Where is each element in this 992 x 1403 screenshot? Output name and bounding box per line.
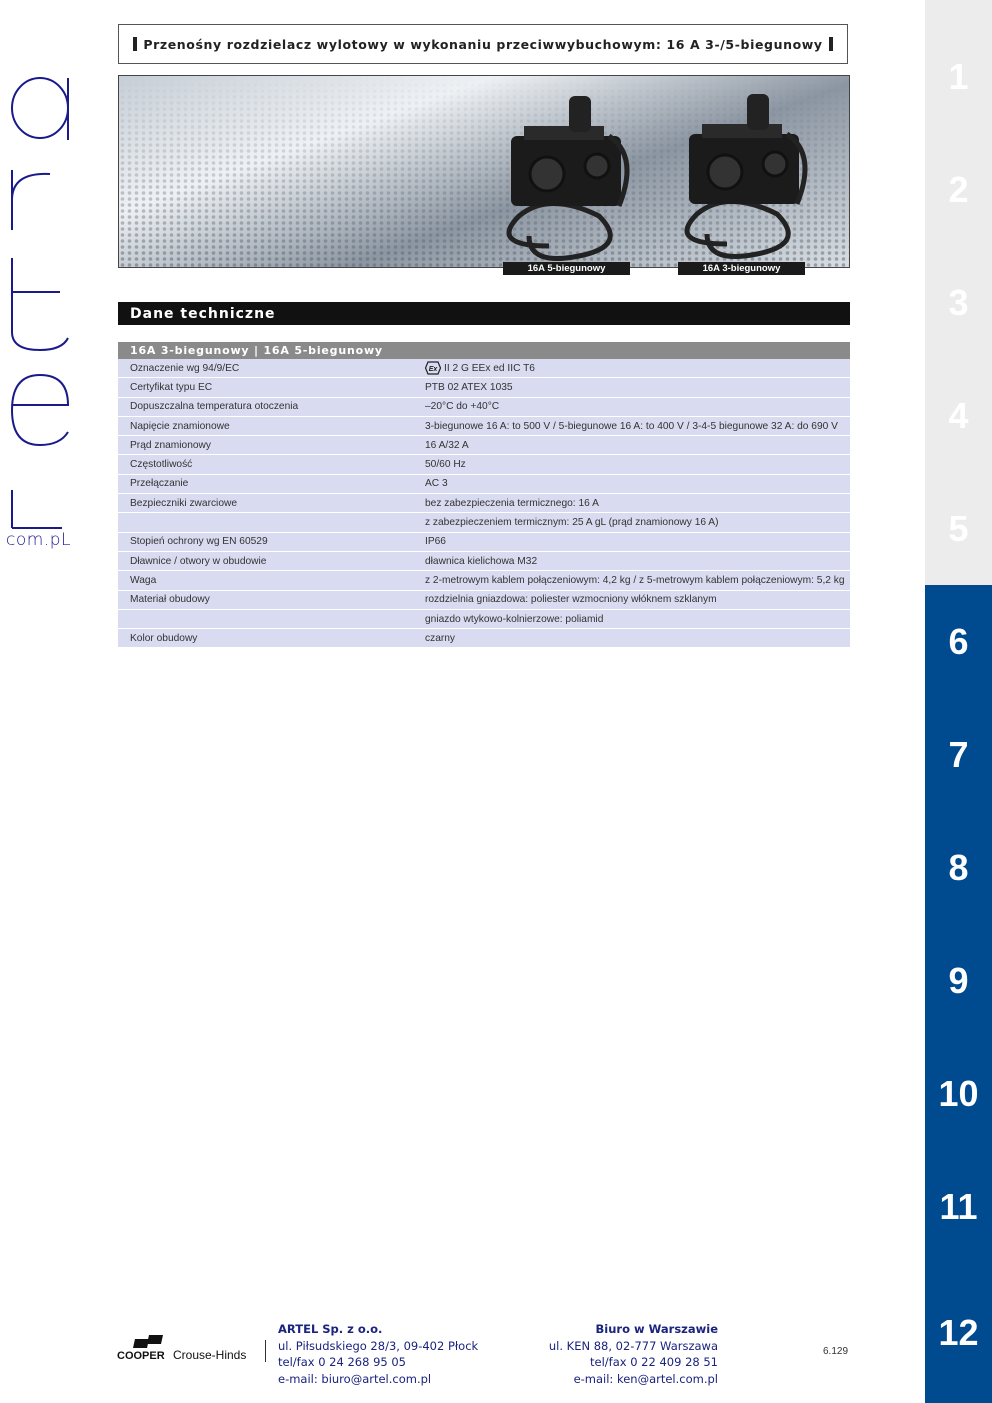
table-row: Napięcie znamionowe 3-biegunowe 16 A: to 500 V / 5-biegunowe 16 A: to 400 V / 3-4-5 biegunowe 32 A: do 690 V (118, 417, 850, 436)
caption-5-pole: 16A 5-biegunowy (503, 262, 630, 275)
banner-illustration (119, 76, 850, 268)
tab-6[interactable]: 6 (925, 585, 992, 698)
table-row: z zabezpieczeniem termicznym: 25 A gL (prąd znamionowy 16 A) (118, 513, 850, 532)
ex-mark-icon (425, 361, 441, 375)
table-row: Częstotliwość 50/60 Hz (118, 455, 850, 474)
table-row: Materiał obudowy rozdzielnia gniazdowa: poliester wzmocniony włóknem szklanym (118, 591, 850, 610)
page-title: Przenośny rozdzielacz wylotowy w wykonaniu przeciwwybuchowym: 16 A 3-/5-biegunowy (143, 36, 823, 52)
table-row: Dopuszczalna temperatura otoczenia –20°C do +40°C (118, 398, 850, 417)
tab-3[interactable]: 3 (925, 246, 992, 359)
tab-8[interactable]: 8 (925, 811, 992, 924)
table-row: Certyfikat typu EC PTB 02 ATEX 1035 (118, 378, 850, 397)
tab-strip-top (925, 0, 992, 20)
tab-7[interactable]: 7 (925, 698, 992, 811)
svg-text:Ex: Ex (428, 366, 438, 374)
tab-4[interactable]: 4 (925, 359, 992, 472)
table-row: Dławnice / otwory w obudowie dławnica kielichowa M32 (118, 552, 850, 571)
office-plock: ARTEL Sp. z o.o. ul. Piłsudskiego 28/3, 09-402 Płock tel/fax 0 24 268 95 05 e-mail: biuro@artel.com.pl (278, 1322, 479, 1386)
table-row: Waga z 2-metrowym kablem połączeniowym: 4,2 kg / z 5-metrowym kablem połączeniowym: 5,2 kg (118, 571, 850, 590)
tab-9[interactable]: 9 (925, 924, 992, 1037)
tab-12[interactable]: 12 (925, 1263, 992, 1403)
header-bar-right (829, 37, 833, 51)
caption-3-pole: 16A 3-biegunowy (678, 262, 805, 275)
svg-text:COOPER: COOPER (117, 1350, 165, 1362)
page-number: 6.129 (823, 1346, 849, 1357)
table-header: 16A 3-biegunowy | 16A 5-biegunowy (118, 342, 850, 359)
table-row: Prąd znamionowy 16 A/32 A (118, 436, 850, 455)
office-warszawa: Biuro w Warszawie ul. KEN 88, 02-777 Warszawa tel/fax 0 22 409 28 51 e-mail: ken@artel.com.pl (480, 1321, 718, 1387)
tab-5[interactable]: 5 (925, 472, 992, 585)
tab-10[interactable]: 10 (925, 1037, 992, 1150)
tab-1[interactable]: 1 (925, 20, 992, 133)
table-row: Przełączanie AC 3 (118, 475, 850, 494)
artel-logo (0, 60, 80, 530)
table-row: gniazdo wtykowo-kolnierzowe: poliamid (118, 610, 850, 629)
table-row: Kolor obudowy czarny (118, 629, 850, 648)
table-row: Bezpieczniki zwarciowe bez zabezpieczenia termicznego: 16 A (118, 494, 850, 513)
cooper-crouse-hinds-logo (117, 1335, 257, 1367)
table-row: Stopień ochrony wg EN 60529 IP66 (118, 533, 850, 552)
specs-table (118, 342, 850, 648)
artel-wordmark (0, 60, 80, 530)
table-row: Oznaczenie wg 94/9/EC Ex II 2 G EEx ed IIC T6 (118, 359, 850, 378)
product-banner (118, 75, 850, 268)
brand-domain: com.pL (6, 530, 71, 550)
footer-separator (265, 1340, 266, 1362)
tab-11[interactable]: 11 (925, 1150, 992, 1263)
svg-text:Crouse-Hinds: Crouse-Hinds (173, 1348, 247, 1362)
tab-2[interactable]: 2 (925, 133, 992, 246)
header-bar-left (133, 37, 137, 51)
email-link[interactable]: e-mail: ken@artel.com.pl (573, 1371, 718, 1386)
page-header (118, 24, 848, 64)
chapter-tabs (925, 0, 992, 1403)
section-title: Dane techniczne (118, 302, 850, 325)
email-link[interactable]: e-mail: biuro@artel.com.pl (278, 1371, 432, 1386)
cooper-logo-mark (117, 1335, 257, 1363)
